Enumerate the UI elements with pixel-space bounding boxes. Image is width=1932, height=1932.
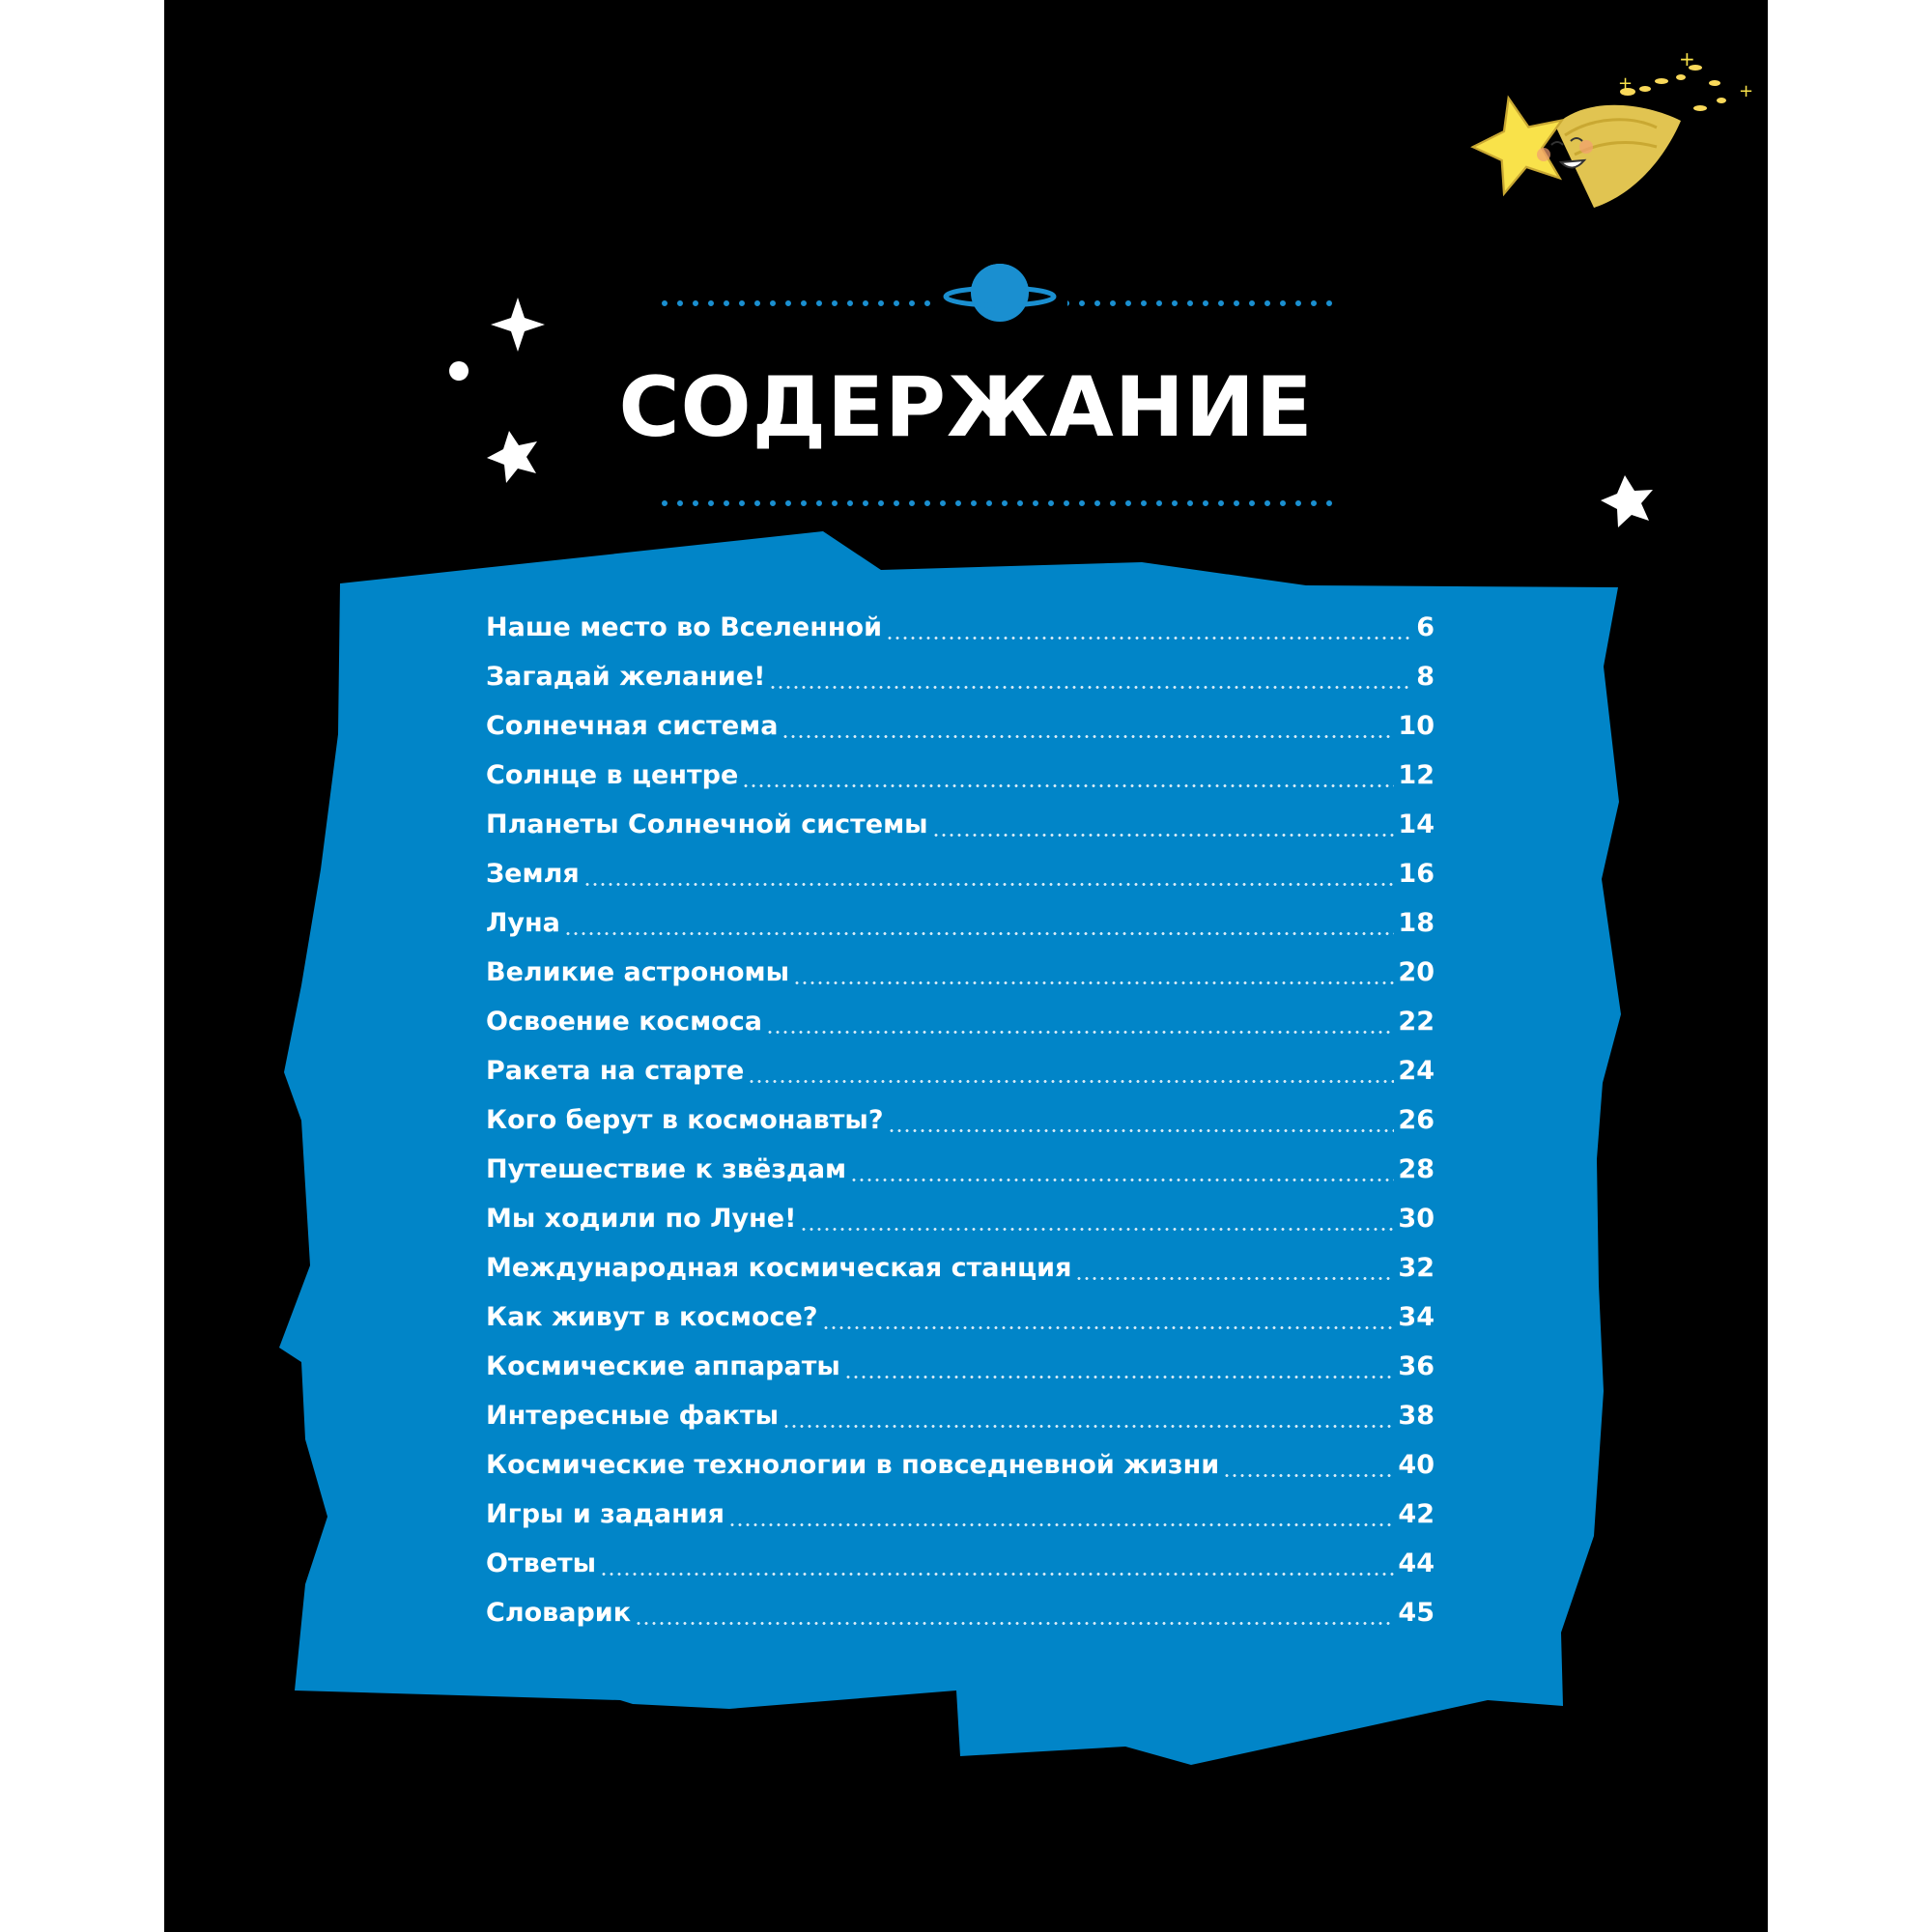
toc-entry-title: Земля — [486, 859, 580, 889]
svg-text:+: + — [1679, 47, 1695, 71]
toc-dot-leader — [600, 1573, 1394, 1576]
toc-entry-title: Космические технологии в повседневной жизни — [486, 1450, 1220, 1480]
toc-entry-page-number: 20 — [1398, 957, 1435, 987]
toc-entry-title: Путешествие к звёздам — [486, 1154, 847, 1184]
toc-entry-title: Интересные факты — [486, 1401, 780, 1431]
toc-entry — [486, 898, 1435, 948]
toc-entry — [486, 1588, 1435, 1637]
toc-entry — [486, 849, 1435, 898]
toc-entry — [486, 1046, 1435, 1095]
toc-entry-page-number: 12 — [1398, 760, 1435, 790]
toc-dot-leader — [793, 981, 1394, 984]
toc-entry-page-number: 18 — [1398, 908, 1435, 938]
toc-entry-page-number: 32 — [1398, 1253, 1435, 1283]
toc-dot-leader — [728, 1523, 1394, 1526]
toc-entry — [486, 1440, 1435, 1490]
toc-entry-page-number: 30 — [1398, 1204, 1435, 1234]
toc-dot-leader — [886, 637, 1412, 639]
toc-dot-leader — [635, 1622, 1394, 1625]
toc-dot-leader — [742, 784, 1394, 787]
toc-entry — [486, 751, 1435, 800]
toc-entry-page-number: 44 — [1398, 1548, 1435, 1578]
toc-entry — [486, 997, 1435, 1046]
toc-entry — [486, 652, 1435, 701]
book-page — [164, 0, 1768, 1932]
toc-entry-title: Как живут в космосе? — [486, 1302, 818, 1332]
toc-entry — [486, 603, 1435, 652]
toc-entry-title: Кого берут в космонавты? — [486, 1105, 884, 1135]
toc-dot-leader — [769, 686, 1412, 689]
toc-entry-title: Космические аппараты — [486, 1351, 840, 1381]
planet-icon — [932, 264, 1067, 328]
toc-entry-page-number: 6 — [1416, 612, 1435, 642]
toc-entry-title: Планеты Солнечной системы — [486, 810, 928, 839]
toc-dot-leader — [800, 1228, 1394, 1231]
toc-entry-page-number: 40 — [1398, 1450, 1435, 1480]
toc-dot-leader — [932, 834, 1395, 837]
toc-entry-page-number: 38 — [1398, 1401, 1435, 1431]
svg-text:+: + — [1739, 81, 1754, 101]
toc-entry-title: Луна — [486, 908, 560, 938]
toc-entry — [486, 1539, 1435, 1588]
toc-dot-leader — [781, 735, 1394, 738]
toc-entry — [486, 1194, 1435, 1243]
table-of-contents — [486, 603, 1435, 1637]
toc-entry-page-number: 42 — [1398, 1499, 1435, 1529]
toc-entry-page-number: 8 — [1416, 662, 1435, 692]
toc-dot-leader — [748, 1080, 1394, 1083]
toc-entry-title: Загадай желание! — [486, 662, 766, 692]
toc-entry-page-number: 36 — [1398, 1351, 1435, 1381]
toc-dot-leader — [583, 883, 1395, 886]
toc-entry — [486, 701, 1435, 751]
toc-entry-page-number: 14 — [1398, 810, 1435, 839]
toc-entry-title: Игры и задания — [486, 1499, 725, 1529]
sparkle-icon — [491, 298, 545, 352]
toc-dot-leader — [850, 1179, 1394, 1181]
toc-entry — [486, 1293, 1435, 1342]
toc-entry-page-number: 34 — [1398, 1302, 1435, 1332]
toc-entry-title: Солнечная система — [486, 711, 779, 741]
toc-entry — [486, 1243, 1435, 1293]
toc-entry-page-number: 10 — [1398, 711, 1435, 741]
page-title: СОДЕРЖАНИЕ — [618, 359, 1314, 456]
toc-dot-leader — [888, 1129, 1395, 1132]
toc-dot-leader — [844, 1376, 1395, 1378]
toc-entry-page-number: 24 — [1398, 1056, 1435, 1086]
star-icon — [1601, 475, 1653, 527]
toc-entry — [486, 948, 1435, 997]
toc-entry-page-number: 45 — [1398, 1598, 1435, 1628]
toc-dot-leader — [766, 1031, 1395, 1034]
toc-entry-title: Словарик — [486, 1598, 632, 1628]
toc-entry-page-number: 26 — [1398, 1105, 1435, 1135]
toc-entry-title: Освоение космоса — [486, 1007, 762, 1037]
toc-dot-leader — [564, 932, 1395, 935]
toc-dot-leader — [822, 1326, 1395, 1329]
toc-entry — [486, 1490, 1435, 1539]
toc-entry-title: Солнце в центре — [486, 760, 739, 790]
svg-text:+: + — [1618, 73, 1634, 94]
shooting-star-icon — [1473, 47, 1753, 208]
toc-entry-page-number: 28 — [1398, 1154, 1435, 1184]
toc-entry-title: Ответы — [486, 1548, 597, 1578]
toc-dot-leader — [1075, 1277, 1394, 1280]
toc-entry — [486, 1391, 1435, 1440]
toc-entry-title: Великие астрономы — [486, 957, 789, 987]
toc-dot-leader — [782, 1425, 1394, 1428]
toc-entry — [486, 1342, 1435, 1391]
toc-entry-title: Ракета на старте — [486, 1056, 745, 1086]
toc-entry-title: Наше место во Вселенной — [486, 612, 882, 642]
toc-entry — [486, 800, 1435, 849]
toc-entry — [486, 1145, 1435, 1194]
toc-entry — [486, 1095, 1435, 1145]
toc-entry-title: Международная космическая станция — [486, 1253, 1072, 1283]
toc-dot-leader — [1223, 1474, 1394, 1477]
toc-entry-page-number: 16 — [1398, 859, 1435, 889]
toc-entry-title: Мы ходили по Луне! — [486, 1204, 797, 1234]
toc-entry-page-number: 22 — [1398, 1007, 1435, 1037]
